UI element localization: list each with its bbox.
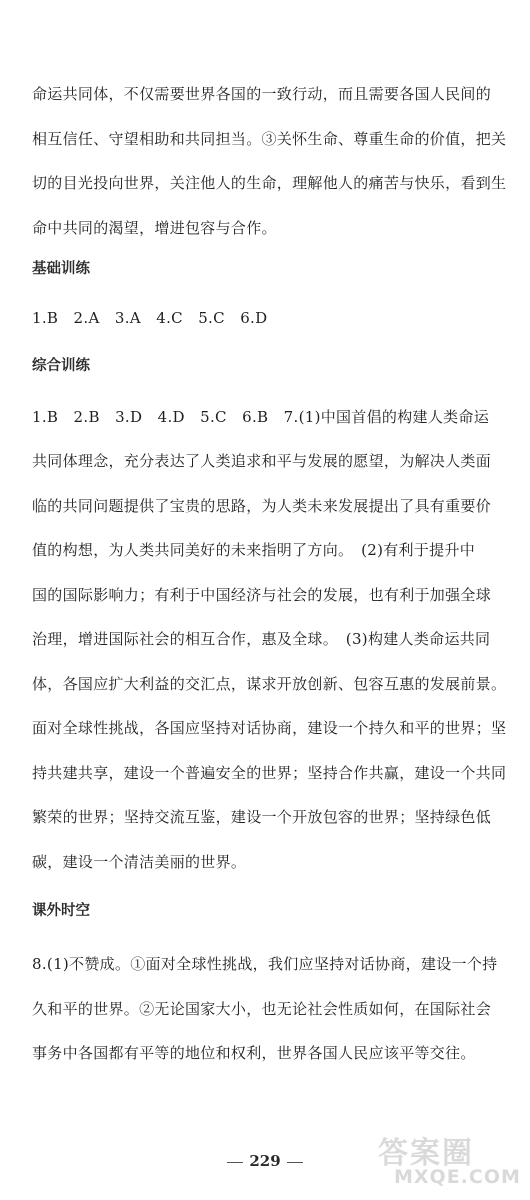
- text-line: 临的共同问题提供了宝贵的思路，为人类未来发展提出了具有重要价: [32, 496, 492, 515]
- section-heading-basic-training: 基础训练: [32, 261, 90, 277]
- page-number-text: 229: [249, 1152, 281, 1170]
- text-line: 国的国际影响力；有利于中国经济与社会的发展，也有利于加强全球: [32, 585, 492, 604]
- text-line: 久和平的世界。②无论国家大小，也无论社会性质如何，在国际社会: [32, 999, 492, 1018]
- basic-training-answers: 1.B 2.A 3.A 4.C 5.C 6.D: [32, 309, 268, 327]
- text-line: 共同体理念，充分表达了人类追求和平与发展的愿望，为解决人类面: [32, 452, 492, 470]
- extracurricular-answers: [32, 942, 500, 1076]
- section-heading-comprehensive-training: 综合训练: [32, 357, 90, 374]
- intro-paragraph: [32, 72, 507, 250]
- text-line: 命运共同体，不仅需要世界各国的一致行动，而且需要各国人民间的: [32, 85, 492, 103]
- comprehensive-training-answers: [32, 395, 507, 885]
- watermark-url: MXQE.COM: [394, 1166, 521, 1188]
- text-line: 命中共同的渴望，增进包容与合作。: [32, 218, 277, 237]
- text-line: 持共建共享，建设一个普遍安全的世界；坚持合作共赢，建设一个共同: [32, 763, 507, 782]
- dash-decoration: [227, 1162, 243, 1163]
- watermark-text: 答案圈: [378, 1136, 474, 1171]
- dash-decoration: [287, 1162, 303, 1163]
- text-line: 繁荣的世界；坚持交流互鉴，建设一个开放包容的世界；坚持绿色低: [32, 808, 492, 826]
- text-line: 碳，建设一个清洁美丽的世界。: [32, 852, 247, 871]
- text-line: 相互信任、守望相助和共同担当。③关怀生命、尊重生命的价值，把关: [32, 129, 507, 148]
- text-line: 8.(1)不赞成。①面对全球性挑战，我们应坚持对话协商，建设一个持: [32, 955, 498, 973]
- text-line: 1.B 2.B 3.D 4.D 5.C 6.B 7.(1)中国首倡的构建人类命运: [32, 407, 490, 426]
- text-line: 值的构想，为人类共同美好的未来指明了方向。 (2)有利于提升中: [32, 541, 476, 559]
- text-line: 事务中各国都有平等的地位和权利，世界各国人民应该平等交往。: [32, 1044, 476, 1062]
- text-line: 面对全球性挑战，各国应坚持对话协商，建设一个持久和平的世界；坚: [32, 719, 507, 737]
- text-line: 体，各国应扩大利益的交汇点，谋求开放创新、包容互惠的发展前景。: [32, 674, 507, 693]
- text-line: 切的目光投向世界，关注他人的生命，理解他人的痛苦与快乐，看到生: [32, 174, 507, 192]
- section-heading-extracurricular: 课外时空: [32, 903, 90, 919]
- text-line: 治理，增进国际社会的相互合作，惠及全球。 (3)构建人类命运共同: [32, 630, 491, 648]
- watermark-logo: [372, 1128, 522, 1190]
